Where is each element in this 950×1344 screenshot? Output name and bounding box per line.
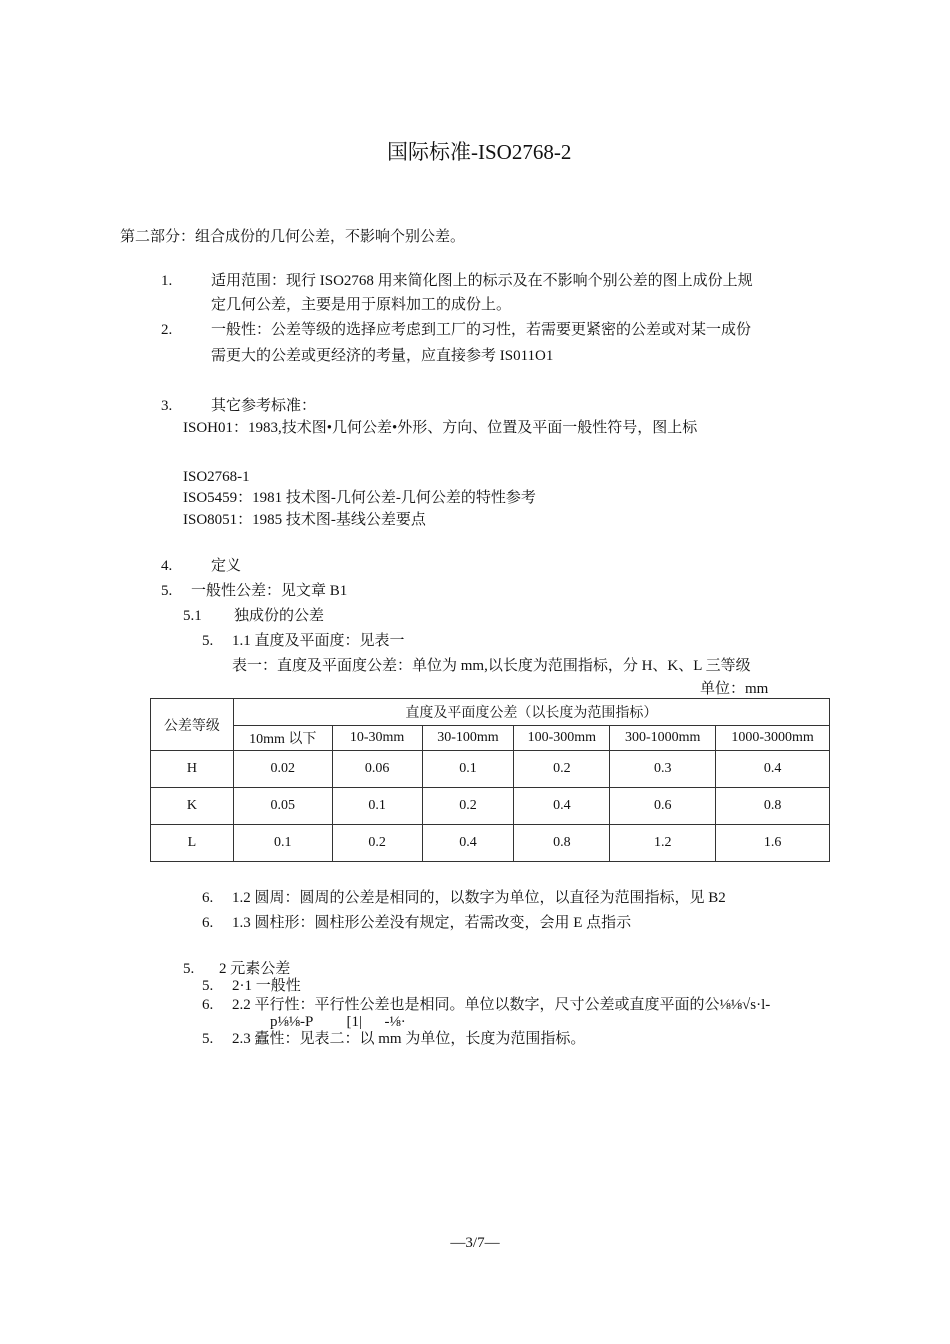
group-header: 直度及平面度公差（以长度为范围指标）: [233, 699, 829, 726]
value-cell: 0.02: [233, 751, 332, 788]
table-row: [151, 751, 830, 788]
item-2-line-2: 需更大的公差或更经济的考量，应直接参考 IS011O1: [211, 348, 554, 364]
item-4-text: 定义: [211, 558, 242, 574]
table-caption: 表一：直度及平面度公差：单位为 mm,以长度为范围指标，分 H、K、L 三等级: [232, 658, 751, 674]
item-5-2-1-number: 5.: [202, 978, 214, 994]
table-unit: 单位：mm: [700, 681, 769, 697]
section-5-1-1-number: 5.: [202, 633, 214, 649]
subtitle: 第二部分：组合成份的几何公差，不影响个别公差。: [120, 229, 466, 245]
item-2-number: 2.: [161, 322, 173, 338]
range-header: 300-1000mm: [610, 726, 716, 751]
item-6-1-2-text: 1.2 圆周：圆周的公差是相同的，以数字为单位，以直径为范围指标，见 B2: [232, 890, 726, 906]
item-4-number: 4.: [161, 558, 173, 574]
range-header: 1000-3000mm: [716, 726, 830, 751]
item-6-2-2-number: 6.: [202, 997, 214, 1013]
grade-cell: L: [151, 825, 234, 862]
item-5-2-1-text: 2·1 一般性: [232, 978, 301, 994]
value-cell: 0.05: [233, 788, 332, 825]
section-5-1-1-text: 1.1 直度及平面度：见表一: [232, 633, 405, 649]
grade-cell: H: [151, 751, 234, 788]
grade-cell: K: [151, 788, 234, 825]
value-cell: 0.2: [514, 751, 610, 788]
value-cell: 0.2: [332, 825, 422, 862]
reference-3: ISO5459：1981 技术图-几何公差-几何公差的特性参考: [183, 490, 536, 506]
value-cell: 0.1: [233, 825, 332, 862]
item-5-2-text: 2 元素公差: [219, 961, 291, 977]
value-cell: 0.8: [514, 825, 610, 862]
item-1-line-1: 适用范围：现行 ISO2768 用来简化图上的标示及在不影响个别公差的图上成份上规: [211, 273, 753, 289]
value-cell: 0.6: [610, 788, 716, 825]
range-header: 30-100mm: [422, 726, 514, 751]
item-3-text: 其它参考标准：: [211, 398, 317, 414]
value-cell: 1.6: [716, 825, 830, 862]
value-cell: 0.4: [716, 751, 830, 788]
page-number: —3/7—: [450, 1235, 500, 1251]
value-cell: 0.3: [610, 751, 716, 788]
item-6-1-3-number: 6.: [202, 915, 214, 931]
item-5-number: 5.: [161, 583, 173, 599]
item-5-2-number: 5.: [183, 961, 195, 977]
range-header: 10-30mm: [332, 726, 422, 751]
range-header: 100-300mm: [514, 726, 610, 751]
value-cell: 0.06: [332, 751, 422, 788]
section-5-1-text: 独成份的公差: [234, 608, 325, 624]
reference-1: ISOH01：1983,技术图•几何公差•外形、方向、位置及平面一般性符号，图上标: [183, 420, 698, 436]
item-1-number: 1.: [161, 273, 173, 289]
value-cell: 0.1: [422, 751, 514, 788]
item-2-line-1: 一般性：公差等级的选择应考虑到工厂的习性，若需要更紧密的公差或对某一成份: [211, 322, 752, 338]
value-cell: 0.2: [422, 788, 514, 825]
value-cell: 0.4: [514, 788, 610, 825]
item-3-number: 3.: [161, 398, 173, 414]
value-cell: 0.1: [332, 788, 422, 825]
item-6-2-2-continuation: p⅛⅛-P [1| -⅛·: [270, 1014, 406, 1030]
grade-header: 公差等级: [151, 699, 234, 751]
tolerance-table: [150, 698, 830, 862]
item-6-1-2-number: 6.: [202, 890, 214, 906]
item-6-1-3-text: 1.3 圆柱形：圆柱形公差没有规定，若需改变，会用 E 点指示: [232, 915, 632, 931]
item-1-line-2: 定几何公差，主要是用于原料加工的成份上。: [211, 297, 512, 313]
table-row: [151, 788, 830, 825]
range-header: 10mm 以下: [233, 726, 332, 751]
table-row: [151, 825, 830, 862]
item-5-2-3-number: 5.: [202, 1031, 214, 1047]
item-5-text: 一般性公差：见文章 B1: [191, 583, 348, 599]
reference-2: ISO2768-1: [183, 469, 250, 485]
value-cell: 0.4: [422, 825, 514, 862]
page-title: 国际标准-ISO2768-2: [387, 140, 572, 164]
value-cell: 1.2: [610, 825, 716, 862]
value-cell: 0.8: [716, 788, 830, 825]
section-5-1-number: 5.1: [183, 608, 202, 624]
item-5-2-3-text: 2.3 蠹性：见表二：以 mm 为单位，长度为范围指标。: [232, 1031, 586, 1047]
reference-4: ISO8051：1985 技术图-基线公差要点: [183, 512, 426, 528]
item-6-2-2-text: 2.2 平行性：平行性公差也是相同。单位以数字，尺寸公差或直度平面的公⅛⅛√s·l-: [232, 997, 771, 1013]
